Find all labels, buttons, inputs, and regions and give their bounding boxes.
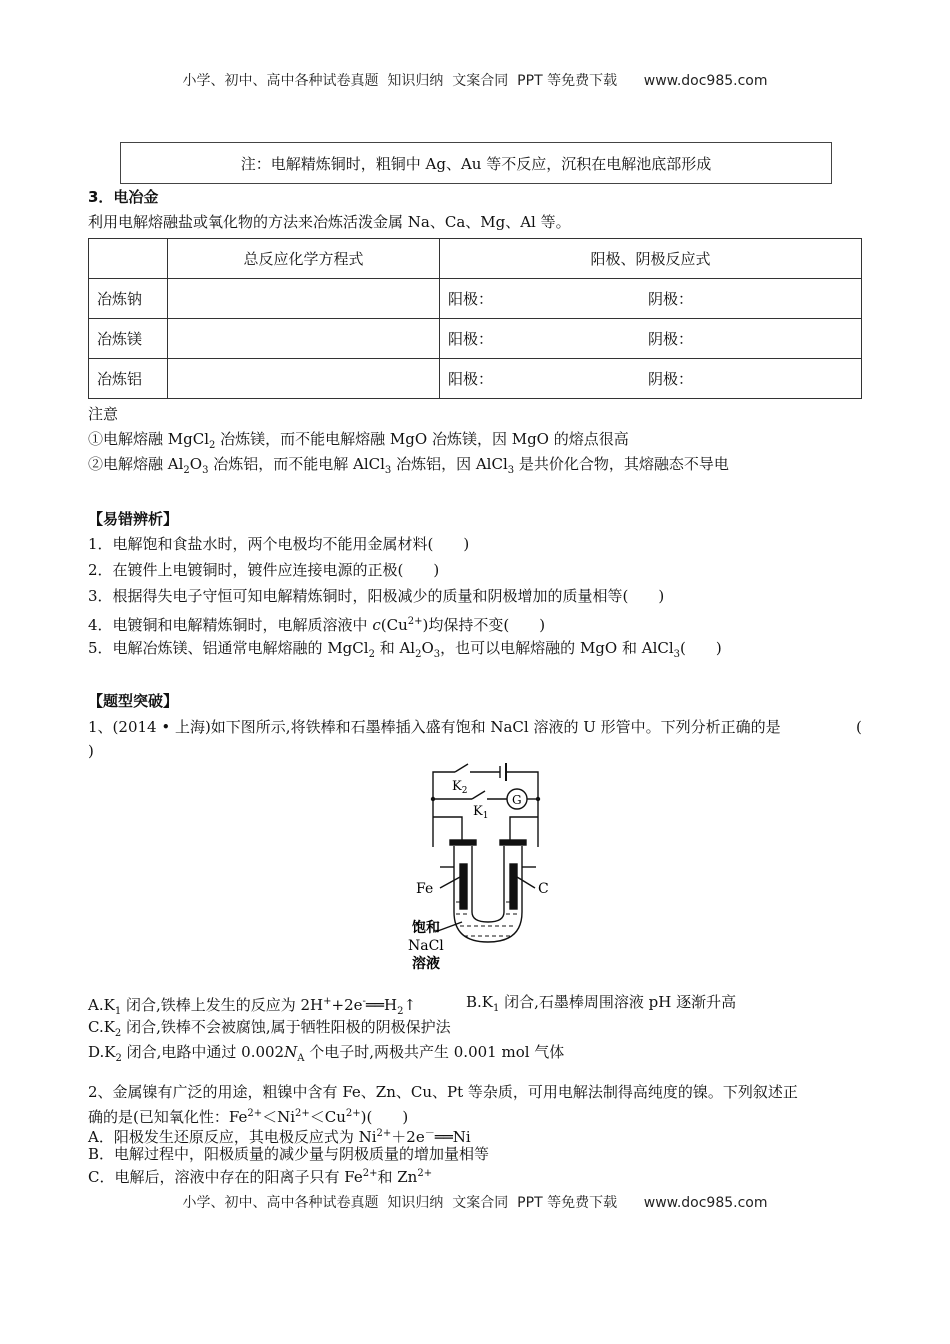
item-text: (Cu bbox=[380, 616, 408, 634]
equation-cell bbox=[168, 319, 440, 359]
option-text: ══Ni bbox=[434, 1128, 471, 1146]
solution-label-3: 溶液 bbox=[412, 956, 440, 972]
smelting-table bbox=[88, 238, 862, 399]
anode-label: 阳极： bbox=[448, 290, 494, 308]
superscript: 2+ bbox=[376, 1128, 392, 1139]
note-text: 冶炼铝，因 AlCl bbox=[391, 455, 508, 473]
notes-title: 注意 bbox=[88, 405, 119, 423]
table-row bbox=[89, 279, 862, 319]
note-text: ②电解熔融 Al bbox=[88, 455, 184, 473]
subscript: 2 bbox=[368, 649, 375, 660]
note-text: 是共价化合物，其熔融态不导电 bbox=[514, 455, 729, 473]
cathode-label: 阴极： bbox=[648, 330, 694, 348]
cathode-label: 阴极： bbox=[648, 370, 694, 388]
subscript: 2 bbox=[114, 1028, 122, 1039]
option-text: 闭合,电路中通过 0.002 bbox=[121, 1043, 285, 1061]
solution-label-2: NaCl bbox=[408, 938, 444, 954]
superscript: + bbox=[323, 996, 332, 1007]
table-header-cell bbox=[89, 239, 168, 279]
subscript: 3 bbox=[384, 465, 392, 476]
q1-bracket-open: ( bbox=[856, 718, 862, 736]
error-item-5 bbox=[88, 637, 722, 666]
superscript: - bbox=[362, 996, 366, 1007]
circuit-diagram-svg bbox=[400, 762, 560, 977]
stem-text: 确的是(已知氧化性：Fe bbox=[88, 1108, 248, 1126]
option-text: C.K bbox=[88, 1018, 115, 1036]
row-label: 冶炼铝 bbox=[89, 359, 168, 399]
error-item-2: 2．在镀件上电镀铜时，镀件应连接电源的正极( ) bbox=[88, 561, 440, 579]
table-header-cell: 总反应化学方程式 bbox=[168, 239, 440, 279]
subscript: 1 bbox=[493, 1003, 500, 1014]
option-text: C．电解后，溶液中存在的阳离子只有 Fe bbox=[88, 1168, 363, 1186]
subscript: 3 bbox=[673, 649, 681, 660]
option-text: 闭合,铁棒上发生的反应为 2H bbox=[121, 996, 324, 1014]
subscript: A bbox=[297, 1053, 305, 1064]
option-text: 个电子时,两极共产生 0.001 mol 气体 bbox=[304, 1043, 565, 1061]
page-header-banner: 小学、初中、高中各种试卷真题 知识归纳 文案合同 PPT 等免费下载 www.doc985.com bbox=[182, 73, 768, 89]
k1-label: $K_1$ bbox=[473, 804, 489, 821]
page-footer-banner: 小学、初中、高中各种试卷真题 知识归纳 文案合同 PPT 等免费下载 www.doc985.com bbox=[182, 1195, 768, 1211]
note-text: 注：电解精炼铜时，粗铜中 Ag、Au 等不反应，沉积在电解池底部形成 bbox=[240, 154, 712, 173]
errors-title: 【易错辨析】 bbox=[88, 510, 179, 528]
stem-text: )( ) bbox=[360, 1108, 409, 1126]
q2-option-b: B．电解过程中，阳极质量的减少量与阴极质量的增加量相等 bbox=[88, 1145, 490, 1163]
row-label: 冶炼钠 bbox=[89, 279, 168, 319]
electrode-cell bbox=[440, 319, 862, 359]
subscript: 2 bbox=[115, 1053, 122, 1064]
q1-stem: 1、(2014 • 上海)如下图所示,将铁棒和石墨棒插入盛有饱和 NaCl 溶液的 U 形管中。下列分析正确的是 bbox=[88, 718, 781, 736]
option-text: 闭合,石墨棒周围溶液 pH 逐渐升高 bbox=[499, 993, 737, 1011]
solution-label-1: 饱和 bbox=[412, 920, 440, 936]
item-text: 5．电解冶炼镁、铝通常电解熔融的 MgCl bbox=[88, 639, 369, 657]
subscript: 3 bbox=[202, 465, 209, 476]
option-text: A．阳极发生还原反应，其电极反应式为 Ni bbox=[88, 1128, 377, 1146]
option-text: A.K bbox=[88, 996, 115, 1014]
item-text: 4．电镀铜和电解精炼铜时，电解质溶液中 bbox=[88, 616, 373, 634]
superscript: 2+ bbox=[345, 1108, 361, 1119]
note-text: ①电解熔融 MgCl bbox=[88, 430, 210, 448]
k2-label: $K_2$ bbox=[452, 779, 468, 796]
option-text: D.K bbox=[88, 1043, 116, 1061]
item-text: )均保持不变( ) bbox=[422, 616, 546, 634]
cathode-label: 阴极： bbox=[648, 290, 694, 308]
error-item-1: 1．电解饱和食盐水时，两个电极均不能用金属材料( ) bbox=[88, 535, 470, 553]
equation-cell bbox=[168, 279, 440, 319]
item-text: 和 Al bbox=[374, 639, 416, 657]
option-text: H bbox=[383, 996, 398, 1014]
option-text: 闭合,铁棒不会被腐蚀,属于牺牲阳极的阴极保护法 bbox=[121, 1018, 451, 1036]
italic-n: N bbox=[284, 1043, 298, 1061]
stem-text: ＜Ni bbox=[262, 1108, 296, 1126]
superscript: 2+ bbox=[407, 616, 423, 627]
q1-option-d bbox=[88, 1041, 564, 1070]
note-text: 冶炼镁，而不能电解熔融 MgO 冶炼镁，因 MgO 的熔点很高 bbox=[215, 430, 629, 448]
note-text: O bbox=[189, 455, 203, 473]
error-item-4 bbox=[88, 611, 545, 636]
note-item-2 bbox=[88, 453, 729, 482]
subscript: 1 bbox=[114, 1006, 122, 1017]
subscript: 2 bbox=[209, 440, 216, 451]
note-text: 冶炼铝，而不能电解 AlCl bbox=[208, 455, 385, 473]
u-tube-electrolysis-diagram bbox=[400, 762, 560, 977]
item-text: ( ) bbox=[680, 639, 722, 657]
arrow-up-icon: ↑ bbox=[403, 996, 417, 1014]
superscript: 2+ bbox=[362, 1168, 378, 1179]
subscript: 3 bbox=[507, 465, 515, 476]
section-intro: 利用电解熔融盐或氧化物的方法来冶炼活泼金属 Na、Ca、Mg、Al 等。 bbox=[88, 213, 571, 231]
superscript: － bbox=[424, 1128, 435, 1139]
subscript: 2 bbox=[183, 465, 190, 476]
error-item-3: 3．根据得失电子守恒可知电解精炼铜时，阳极减少的质量和阴极增加的质量相等( ) bbox=[88, 587, 665, 605]
option-text: B.K bbox=[466, 993, 493, 1011]
subscript: 3 bbox=[433, 649, 441, 660]
option-text: 和 Zn bbox=[377, 1168, 418, 1186]
q1-option-b bbox=[466, 991, 736, 1020]
galvanometer-label: G bbox=[512, 793, 522, 807]
table-row bbox=[89, 319, 862, 359]
superscript: 2+ bbox=[295, 1108, 310, 1119]
table-row bbox=[89, 359, 862, 399]
equation-cell bbox=[168, 359, 440, 399]
table-header-cell: 阳极、阴极反应式 bbox=[440, 239, 862, 279]
table-header-row bbox=[89, 239, 862, 279]
note-box bbox=[120, 142, 832, 184]
row-label: 冶炼镁 bbox=[89, 319, 168, 359]
item-text: ，也可以电解熔融的 MgO 和 AlCl bbox=[440, 639, 674, 657]
equals-sign: ══ bbox=[365, 996, 384, 1014]
q2-stem-line-1: 2、金属镍有广泛的用途，粗镍中含有 Fe、Zn、Cu、Pt 等杂质，可用电解法制得高纯度的镍。下列叙述正 bbox=[88, 1083, 798, 1101]
superscript: 2+ bbox=[247, 1108, 263, 1119]
electrode-cell bbox=[440, 279, 862, 319]
option-text: +2e bbox=[331, 996, 363, 1014]
electrode-cell bbox=[440, 359, 862, 399]
section-title: 3．电冶金 bbox=[88, 188, 159, 206]
subscript: 2 bbox=[397, 1006, 404, 1017]
item-text: O bbox=[421, 639, 434, 657]
superscript: 2+ bbox=[417, 1168, 433, 1179]
subscript: 2 bbox=[415, 649, 422, 660]
q1-bracket-close: ) bbox=[88, 742, 94, 760]
anode-label: 阳极： bbox=[448, 370, 494, 388]
c-label: C bbox=[538, 881, 549, 897]
italic-c: c bbox=[372, 616, 381, 634]
q2-option-c bbox=[88, 1163, 432, 1188]
practice-title: 【题型突破】 bbox=[88, 692, 179, 710]
stem-text: ＜Cu bbox=[309, 1108, 346, 1126]
fe-label: Fe bbox=[416, 881, 434, 897]
option-text: ＋2e bbox=[391, 1128, 425, 1146]
anode-label: 阳极： bbox=[448, 330, 494, 348]
